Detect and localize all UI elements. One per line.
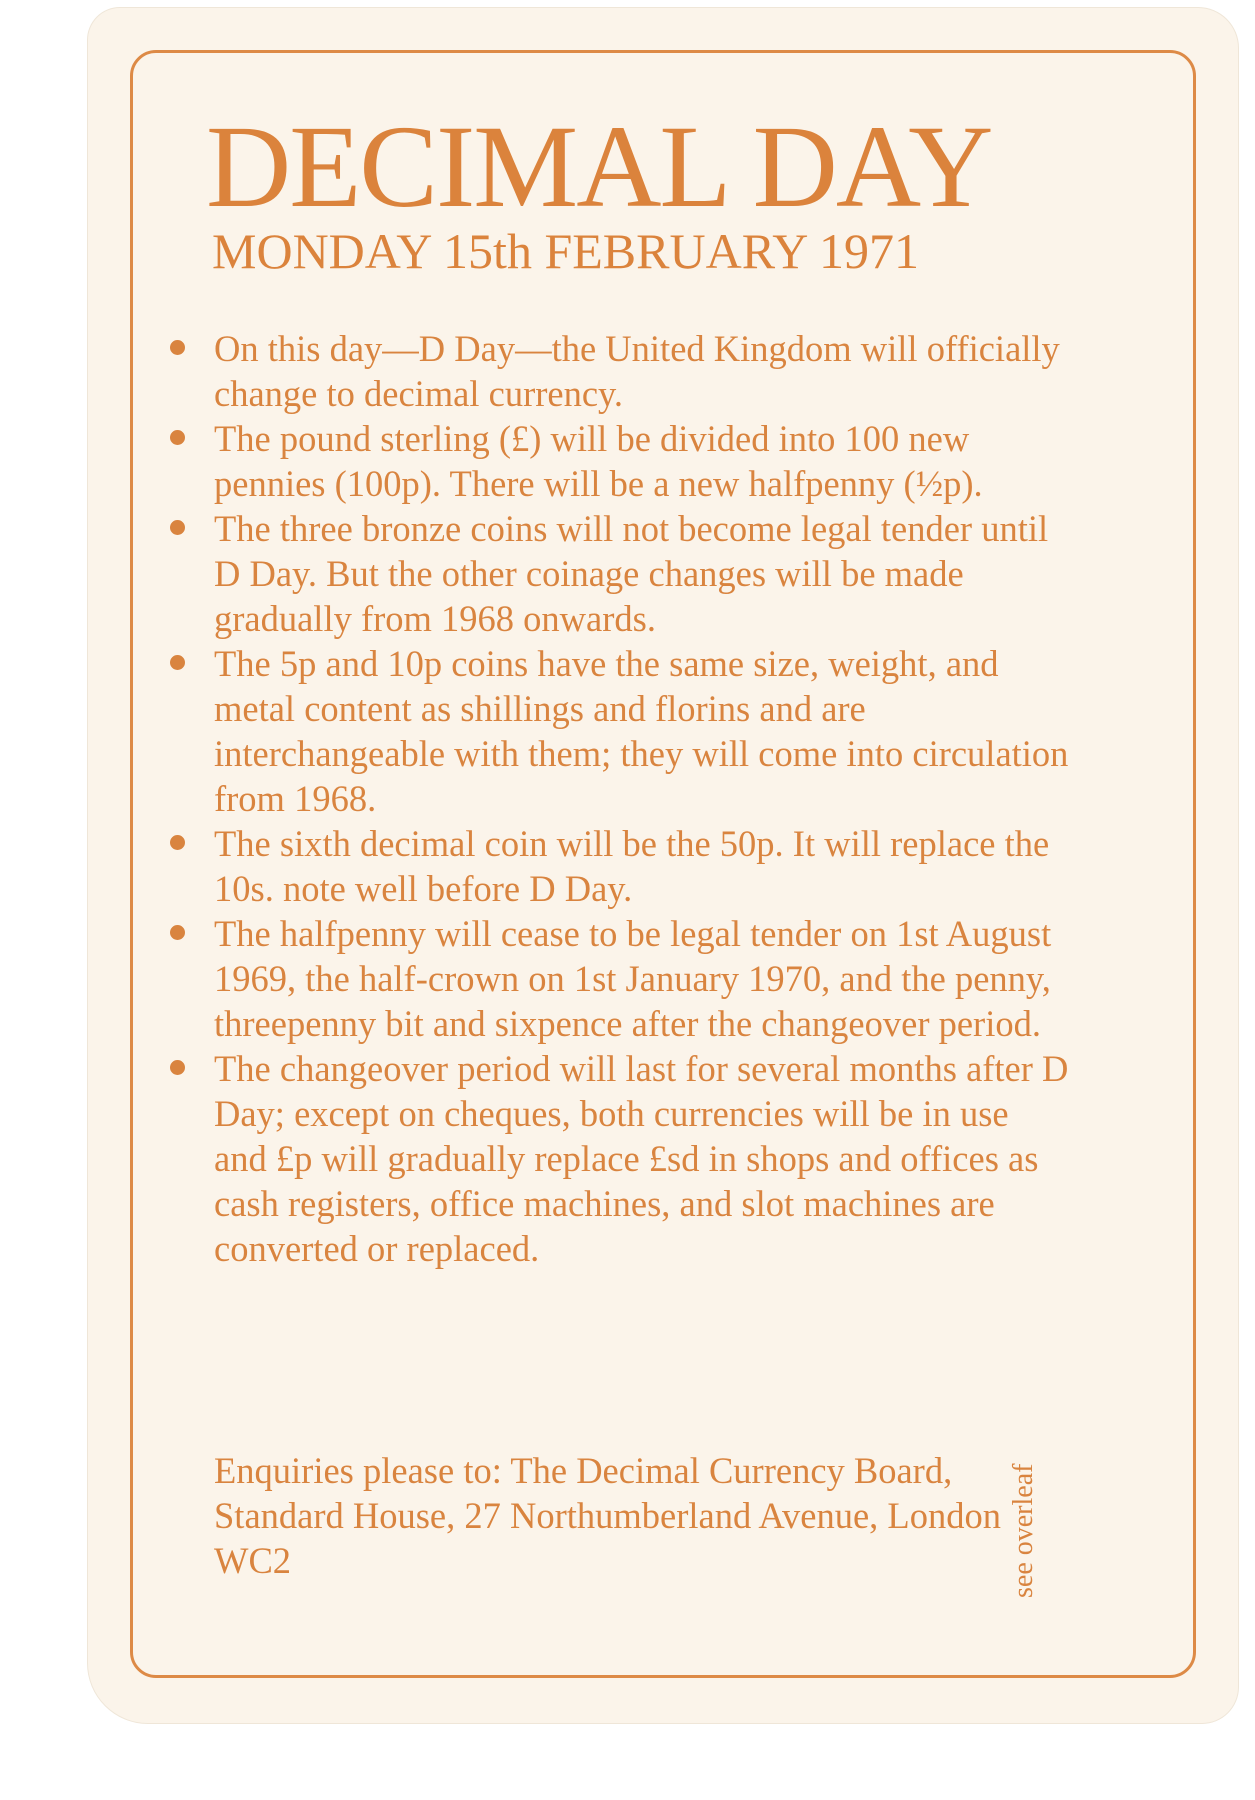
bullet-text: The sixth decimal coin will be the 50p. It will replace the 10s. note well before D Day. (214, 823, 1050, 909)
bullet-item (170, 326, 1070, 416)
bullet-dot-icon (170, 340, 185, 355)
bullet-text: The changeover period will last for several months after D Day; except on cheques, both currencies will be in use and £p will gradually replace £sd in shops and offices as cash registers, office machines, and slot machines are converted or replaced. (214, 1048, 1069, 1269)
bullet-item (170, 821, 1070, 911)
bullet-list (170, 326, 1070, 1271)
card-title: DECIMAL DAY (206, 101, 992, 232)
bullet-item (170, 1046, 1070, 1271)
bullet-dot-icon (170, 1060, 185, 1075)
bullet-text: The pound sterling (£) will be divided into 100 new pennies (100p). There will be a new halfpenny (½p). (214, 418, 983, 504)
bullet-item (170, 911, 1070, 1046)
bullet-dot-icon (170, 520, 185, 535)
bullet-item (170, 641, 1070, 821)
bullet-dot-icon (170, 835, 185, 850)
bullet-text: On this day—D Day—the United Kingdom will officially change to decimal currency. (214, 328, 1060, 414)
bullet-dot-icon (170, 430, 185, 445)
see-overleaf-note: see overleaf (1008, 1463, 1039, 1598)
bullet-text: The three bronze coins will not become legal tender until D Day. But the other coinage changes will be made gradually from 1968 onwards. (214, 508, 1049, 639)
bullet-dot-icon (170, 925, 185, 940)
card-subtitle-date: MONDAY 15th FEBRUARY 1971 (212, 223, 920, 279)
bullet-item (170, 506, 1070, 641)
bullet-text: The 5p and 10p coins have the same size, weight, and metal content as shillings and florins and are interchangeable with them; they will come into circulation from 1968. (214, 643, 1069, 819)
enquiries-text: Enquiries please to: The Decimal Currency Board, Standard House, 27 Northumberland Avenue, London WC2 (214, 1450, 1001, 1581)
bullet-item (170, 416, 1070, 506)
bullet-text: The halfpenny will cease to be legal tender on 1st August 1969, the half-crown on 1st January 1970, and the penny, threepenny bit and sixpence after the changeover period. (214, 913, 1052, 1044)
bullet-dot-icon (170, 655, 185, 670)
